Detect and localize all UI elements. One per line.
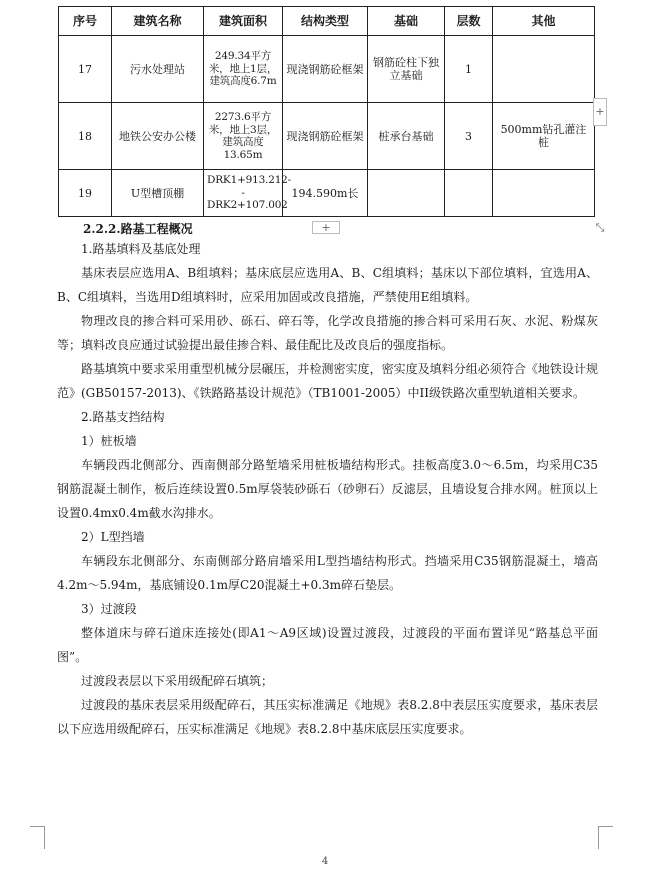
table-cell[interactable] <box>493 36 595 103</box>
table-cell[interactable]: 钢筋砼柱下独立基础 <box>368 36 445 103</box>
item-heading: 2）L型挡墙 <box>81 530 145 544</box>
item-heading: 3）过渡段 <box>81 602 137 616</box>
add-row-button[interactable]: + <box>312 221 340 234</box>
table-cell[interactable]: 桩承台基础 <box>368 103 445 170</box>
header-cell: 建筑名称 <box>112 7 204 36</box>
table-cell[interactable]: 194.590m长 <box>283 170 368 217</box>
table-cell[interactable]: 1 <box>445 36 493 103</box>
table-cell[interactable]: 2273.6平方米，地上3层，建筑高度13.65m <box>204 103 283 170</box>
header-cell: 序号 <box>59 7 112 36</box>
table-resize-handle-icon[interactable]: ⤡ <box>592 221 608 235</box>
crop-mark <box>30 826 45 849</box>
paragraph: 车辆段东北侧部分、东南侧部分路肩墙采用L型挡墙结构形式。挡墙采用C35钢筋混凝土，墙高4.2m～5.94m，基底铺设0.1m厚C20混凝土+0.3m碎石垫层。 <box>57 554 598 592</box>
paragraph: 物理改良的掺合料可采用砂、砾石、碎石等，化学改良措施的掺合料可采用石灰、水泥、粉煤灰等；填料改良应通过试验提出最佳掺合料、最佳配比及改良后的强度指标。 <box>57 314 598 352</box>
crop-mark <box>598 826 613 849</box>
paragraph: 过渡段表层以下采用级配碎石填筑； <box>81 674 274 688</box>
table-cell[interactable]: 现浇钢筋砼框架 <box>283 103 368 170</box>
table-header-row <box>59 7 595 36</box>
document-body <box>57 221 598 741</box>
header-cell: 建筑面积 <box>204 7 283 36</box>
table-cell[interactable]: 500mm钻孔灌注桩 <box>493 103 595 170</box>
item-heading: 1）桩板墙 <box>81 434 137 448</box>
table-cell[interactable]: U型槽顶棚 <box>112 170 204 217</box>
table-cell[interactable]: 249.34平方米，地上1层，建筑高度6.7m <box>204 36 283 103</box>
paragraph: 过渡段的基床表层采用级配碎石，其压实标准满足《地规》表8.2.8中表层压实度要求，基床表层以下应选用级配碎石，压实标准满足《地规》表8.2.8中基床底层压实度要求。 <box>57 698 598 736</box>
table-cell[interactable]: 3 <box>445 103 493 170</box>
header-cell: 其他 <box>493 7 595 36</box>
table-cell[interactable] <box>493 170 595 217</box>
table-cell[interactable]: 17 <box>59 36 112 103</box>
paragraph: 路基填筑中要求采用重型机械分层碾压，并检测密实度，密实度及填料分组必须符合《地铁设计规范》(GB50157-2013)、《铁路路基设计规范》（TB1001-2005）中II级铁路次重型轨道相关要求。 <box>57 362 598 400</box>
table-row <box>59 170 595 217</box>
page-number: 4 <box>321 856 329 867</box>
paragraph: 车辆段西北侧部分、西南侧部分路堑墙采用桩板墙结构形式。挂板高度3.0～6.5m，均采用C35钢筋混凝土制作，板后连续设置0.5m厚袋装砂砾石（砂卵石）反滤层，且墙设复合排水网。桩顶以上设置0.4mx0.4m截水沟排水。 <box>57 458 598 520</box>
table-cell[interactable] <box>445 170 493 217</box>
table-row <box>59 103 595 170</box>
header-cell: 结构类型 <box>283 7 368 36</box>
table-cell[interactable] <box>368 170 445 217</box>
header-cell: 基础 <box>368 7 445 36</box>
building-table <box>58 6 595 217</box>
paragraph: 基床表层应选用A、B组填料；基床底层应选用A、B、C组填料；基床以下部位填料，宜选用A、B、C组填料，当选用D组填料时，应采用加固或改良措施，严禁使用E组填料。 <box>57 266 598 304</box>
table-cell[interactable]: 地铁公安办公楼 <box>112 103 204 170</box>
header-cell: 层数 <box>445 7 493 36</box>
table-cell[interactable]: 18 <box>59 103 112 170</box>
table-cell[interactable]: 现浇钢筋砼框架 <box>283 36 368 103</box>
table-cell[interactable]: 污水处理站 <box>112 36 204 103</box>
subsection-heading: 2.路基支挡结构 <box>81 410 165 424</box>
table-cell[interactable]: 19 <box>59 170 112 217</box>
section-heading: 2.2.2.路基工程概况 <box>83 222 193 236</box>
paragraph: 整体道床与碎石道床连接处(即A1～A9区域)设置过渡段，过渡段的平面布置详见“路基总平面图”。 <box>57 626 598 664</box>
table-row <box>59 36 595 103</box>
subsection-heading: 1.路基填料及基底处理 <box>81 242 201 256</box>
add-column-button[interactable]: + <box>593 98 607 126</box>
table-cell[interactable]: DRK1+913.212--DRK2+107.002 <box>204 170 283 217</box>
